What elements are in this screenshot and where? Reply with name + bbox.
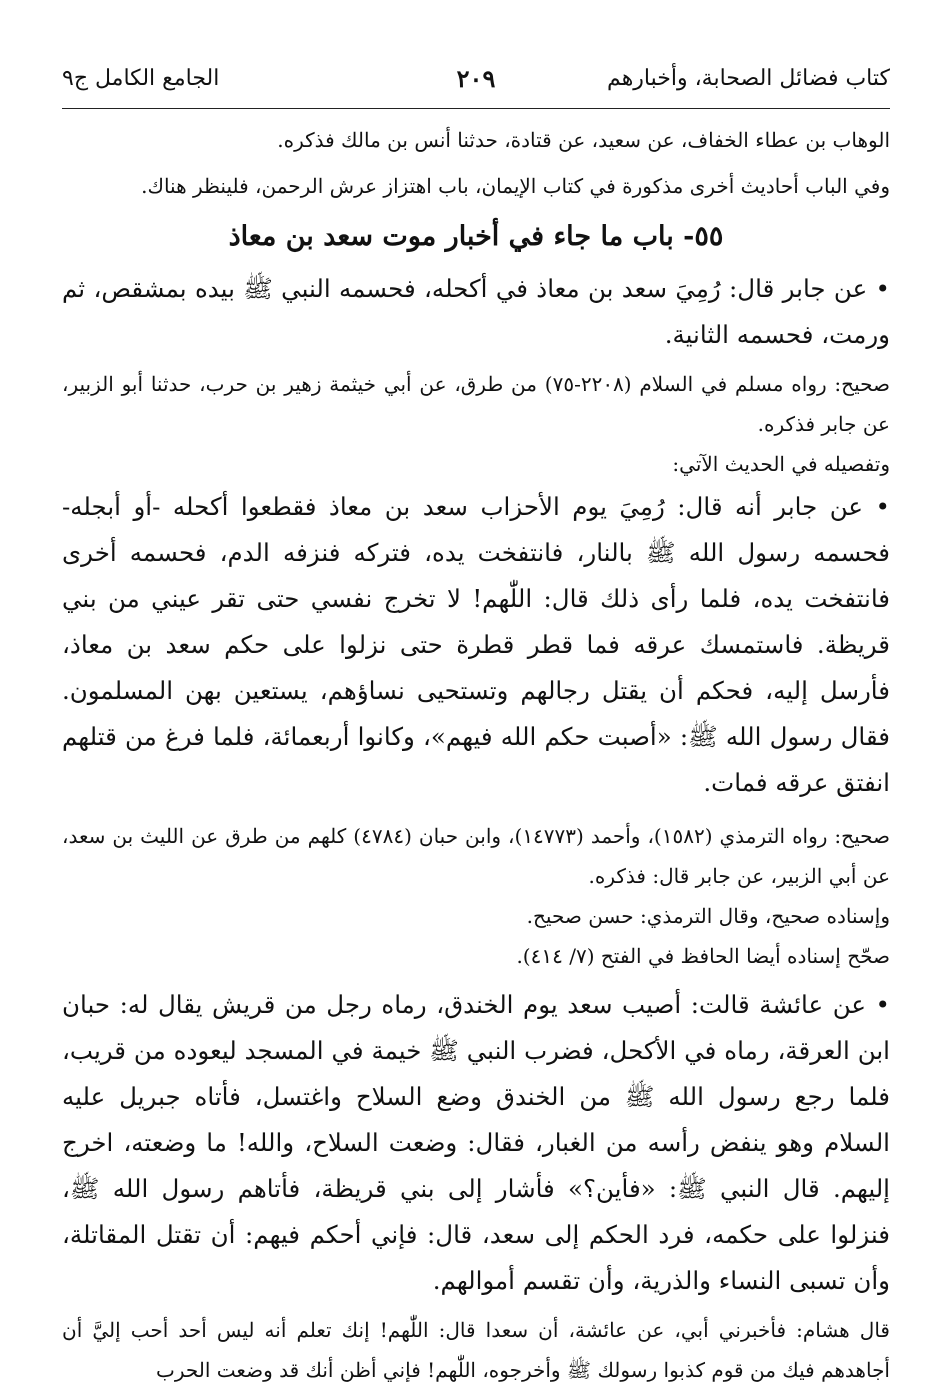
book-title: كتاب فضائل الصحابة، وأخبارهم	[607, 66, 890, 91]
commentary-paragraph: صحيح: رواه الترمذي (١٥٨٢)، وأحمد (١٤٧٧٣)، وابن حبان (٤٧٨٤) كلهم من طرق عن الليث بن سعد، عن أبي الزبير، عن جابر قال: فذكره.	[62, 824, 891, 888]
commentary-paragraph: صحّح إسناده أيضا الحافظ في الفتح (٧/ ٤١٤).	[516, 944, 890, 968]
commentary-paragraph: وإسناده صحيح، وقال الترمذي: حسن صحيح.	[526, 904, 890, 928]
header-divider	[62, 108, 890, 109]
hadith-paragraph: • عن عائشة قالت: أصيب سعد يوم الخندق، رماه رجل من قريش يقال له: حبان ابن العرقة، رماه في الأكحل، فضرب النبي ﷺ خيمة في المسجد ليعوده من قريب، فلما رجع رسول الله ﷺ من الخندق وضع السلاح واغتسل، فأتاه جبريل عليه السلام وهو ينفض رأسه من الغبار، فقال: وضعت السلاح، والله! ما وضعته، اخرج إليهم. قال النبي ﷺ: «فأين؟» فأشار إلى بني قريظة، فأتاهم رسول الله ﷺ، فنزلوا على حكمه، فرد الحكم إلى سعد، قال: فإني أحكم فيهم: أن تقتل المقاتلة، وأن تسبى النساء والذرية، وأن تقسم أموالهم.	[62, 990, 890, 1295]
commentary-paragraph: وفي الباب أحاديث أخرى مذكورة في كتاب الإيمان، باب اهتزاز عرش الرحمن، فلينظر هناك.	[141, 174, 890, 198]
chapter-heading: ٥٥- باب ما جاء في أخبار موت سعد بن معاذ	[228, 221, 724, 252]
hadith-paragraph: • عن جابر قال: رُمِيَ سعد بن معاذ في أكحله، فحسمه النبي ﷺ بيده بمشقص، ثم ورمت، فحسمه الثانية.	[62, 274, 890, 349]
page-body	[62, 120, 890, 1390]
commentary-paragraph: صحيح: رواه مسلم في السلام (٢٢٠٨-٧٥) من طرق، عن أبي خيثمة زهير بن حرب، حدثنا أبو الزبير، عن جابر فذكره.	[62, 372, 891, 436]
page-header	[62, 58, 890, 102]
hadith-paragraph: • عن جابر أنه قال: رُمِيَ يوم الأحزاب سعد بن معاذ فقطعوا أكحله -أو أبجله- فحسمه رسول الله ﷺ بالنار، فانتفخت يده، فتركه فنزفه الدم، فحسمه أخرى فانتفخت يده، فلما رأى ذلك قال: اللّٰهم! لا تخرج نفسي حتى تقر عيني من بني قريظة. فاستمسك عرقه فما قطر قطرة حتى نزلوا على حكم سعد بن معاذ، فأرسل إليه، فحكم أن يقتل رجالهم وتستحيى نساؤهم، يستعين بهن المسلمون. فقال رسول الله ﷺ: «أصبت حكم الله فيهم»، وكانوا أربعمائة، فلما فرغ من قتلهم انفتق عرقه فمات.	[62, 492, 890, 797]
page-number: ٢٠٩	[456, 64, 496, 93]
commentary-paragraph: قال هشام: فأخبرني أبي، عن عائشة، أن سعدا قال: اللّٰهم! إنك تعلم أنه ليس أحد أحب إليَّ أن أجاهدهم فيك من قوم كذبوا رسولك ﷺ وأخرجوه، اللّٰهم! فإني أظن أنك قد وضعت الحرب	[62, 1318, 890, 1382]
commentary-paragraph: الوهاب بن عطاء الخفاف، عن سعيد، عن قتادة، حدثنا أنس بن مالك فذكره.	[277, 128, 890, 152]
commentary-paragraph: وتفصيله في الحديث الآتي:	[672, 452, 890, 476]
collection-title: الجامع الكامل ج٩	[62, 66, 220, 91]
